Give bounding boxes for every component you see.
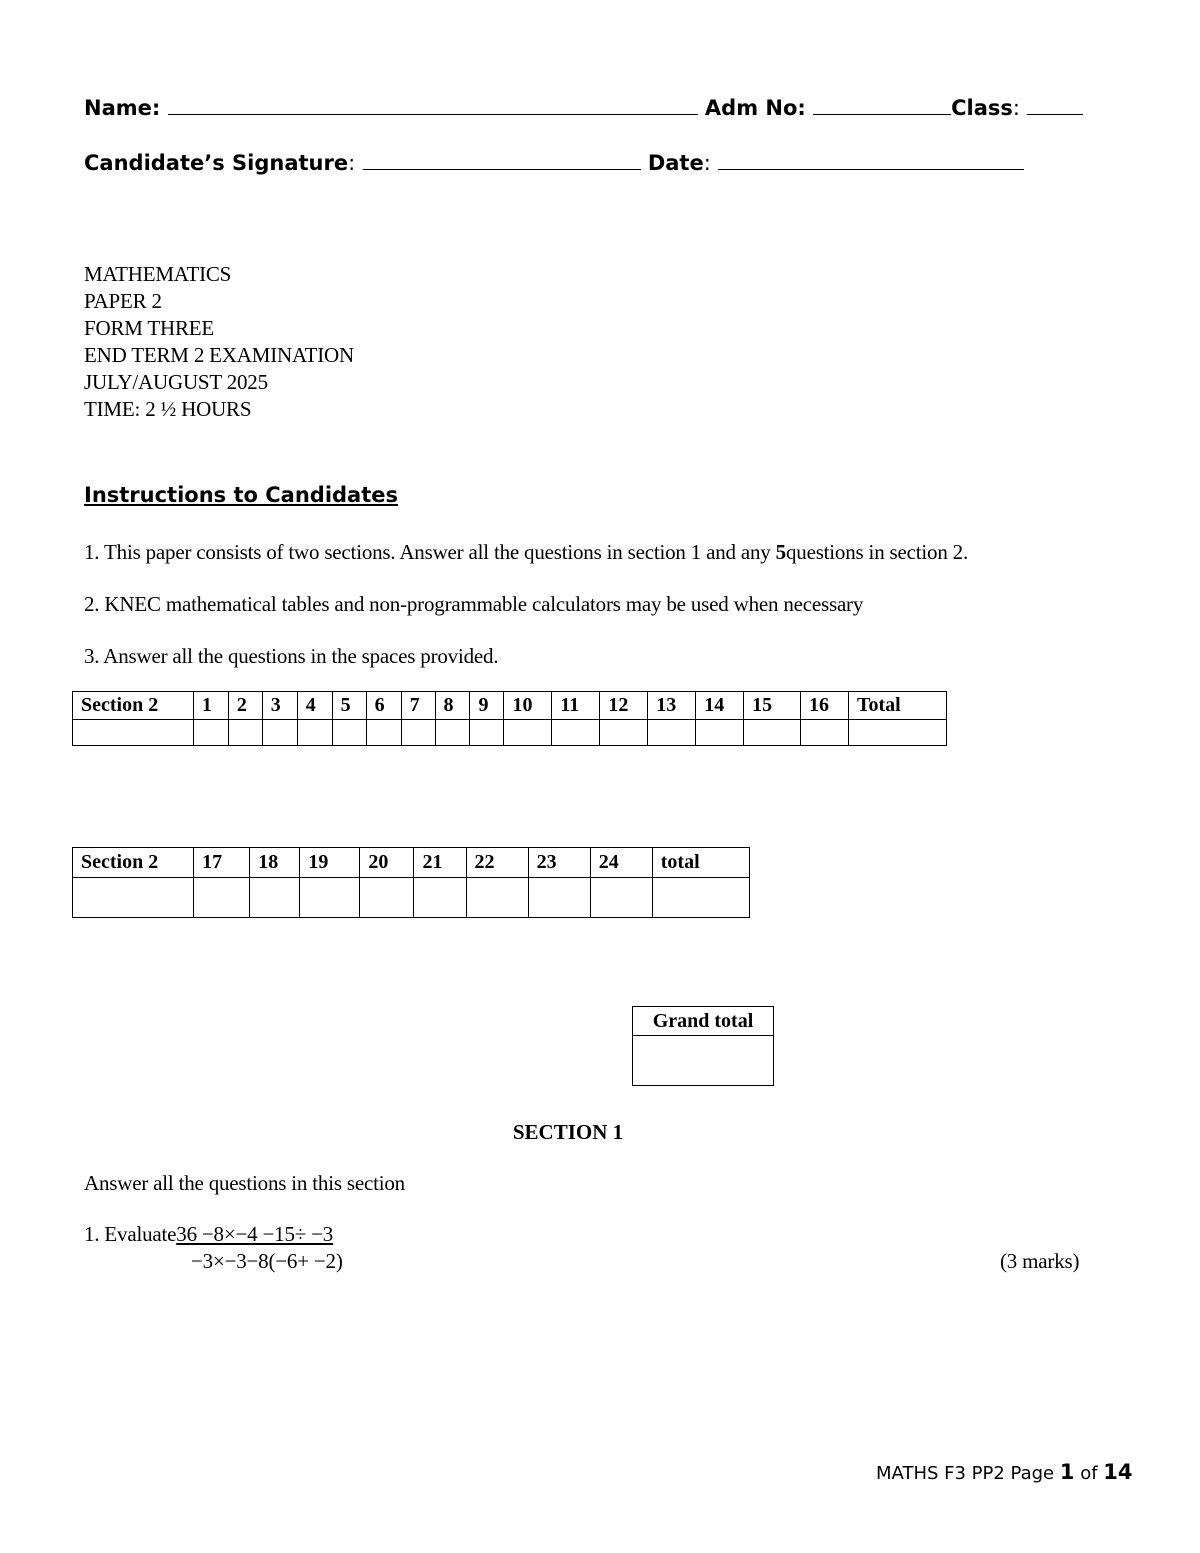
mark-cell[interactable] <box>600 720 648 746</box>
mark-cell[interactable] <box>366 720 401 746</box>
question-1-numerator: 36 −8×−4 −15÷ −3 <box>176 1222 334 1246</box>
question-1-marks: (3 marks) <box>1000 1249 1080 1273</box>
date-label: Date <box>647 151 704 175</box>
mark-cell[interactable] <box>360 878 414 918</box>
header-cell: 21 <box>414 848 466 878</box>
header-cell: 22 <box>466 848 528 878</box>
header-cell: 24 <box>590 848 652 878</box>
paper-line: PAPER 2 <box>84 289 162 313</box>
mark-cell[interactable] <box>848 720 946 746</box>
form-line: FORM THREE <box>84 316 215 340</box>
header-cell: 3 <box>262 692 297 720</box>
question-1-label: 1. Evaluate <box>84 1222 177 1246</box>
mark-cell[interactable] <box>590 878 652 918</box>
mark-cell[interactable] <box>297 720 332 746</box>
header-cell: 19 <box>300 848 360 878</box>
mark-cell[interactable] <box>744 720 801 746</box>
header-cell: 18 <box>250 848 300 878</box>
header-cell: 15 <box>744 692 801 720</box>
header-cell: 4 <box>297 692 332 720</box>
mark-cell[interactable] <box>414 878 466 918</box>
score-table-section-2-part-1 <box>72 691 947 746</box>
signature-blank[interactable] <box>363 151 641 170</box>
mark-cell[interactable] <box>300 878 360 918</box>
mark-cell[interactable] <box>194 878 250 918</box>
grand-total-table <box>632 1006 774 1086</box>
mark-cell[interactable] <box>466 878 528 918</box>
mark-cell[interactable] <box>435 720 470 746</box>
mark-cell[interactable] <box>696 720 744 746</box>
question-1 <box>84 1222 333 1247</box>
mark-cell[interactable] <box>401 720 435 746</box>
mark-cell[interactable] <box>648 720 696 746</box>
section-1-instruction: Answer all the questions in this section <box>84 1171 405 1195</box>
header-cell: 13 <box>648 692 696 720</box>
header-cell: 17 <box>194 848 250 878</box>
score-table-section-2-part-2 <box>72 847 750 918</box>
score-table-marks-row <box>73 878 750 918</box>
header-cell: 16 <box>801 692 849 720</box>
instruction-1-text: 1. This paper consists of two sections. Answer all the questions in section 1 and any <box>84 540 776 564</box>
instruction-1 <box>84 540 968 565</box>
grand-total-header-row <box>633 1007 774 1036</box>
date-blank[interactable] <box>718 151 1024 170</box>
mark-cell[interactable] <box>73 720 194 746</box>
header-cell: 20 <box>360 848 414 878</box>
question-1-denominator: −3×−3−8(−6+ −2) <box>191 1249 343 1273</box>
header-cell: 7 <box>401 692 435 720</box>
header-cell: Total <box>848 692 946 720</box>
name-blank[interactable] <box>168 96 698 115</box>
instructions-title: Instructions to Candidates <box>84 483 399 507</box>
mark-cell[interactable] <box>250 878 300 918</box>
class-blank[interactable] <box>1027 96 1083 115</box>
mark-cell[interactable] <box>528 878 590 918</box>
date-line: JULY/AUGUST 2025 <box>84 370 268 394</box>
signature-field-row <box>84 151 1024 175</box>
score-table-marks-row <box>73 720 947 746</box>
name-label: Name: <box>84 96 161 120</box>
instruction-1-end: questions in section 2. <box>785 540 969 564</box>
mark-cell[interactable] <box>73 878 194 918</box>
class-colon: : <box>1012 96 1020 120</box>
instruction-3: 3. Answer all the questions in the spaces provided. <box>84 644 499 668</box>
header-cell: 12 <box>600 692 648 720</box>
header-cell: 5 <box>332 692 366 720</box>
mark-cell[interactable] <box>470 720 504 746</box>
signature-label: Candidate’s Signature <box>84 151 349 175</box>
instruction-2: 2. KNEC mathematical tables and non-programmable calculators may be used when necessary <box>84 592 864 616</box>
grand-total-value-row <box>633 1036 774 1086</box>
footer-prefix: MATHS F3 PP2 Page <box>876 1463 1060 1484</box>
exam-line: END TERM 2 EXAMINATION <box>84 343 354 367</box>
header-cell: total <box>652 848 749 878</box>
page-footer <box>876 1460 1133 1484</box>
adm-blank[interactable] <box>813 96 951 115</box>
name-field-row <box>84 96 1083 120</box>
header-cell: 9 <box>470 692 504 720</box>
mark-cell[interactable] <box>193 720 228 746</box>
footer-total-pages: 14 <box>1103 1460 1133 1484</box>
exam-title-block <box>84 261 354 423</box>
mark-cell[interactable] <box>552 720 600 746</box>
date-colon: : <box>703 151 711 175</box>
header-cell: 14 <box>696 692 744 720</box>
header-cell: 8 <box>435 692 470 720</box>
header-cell: Section 2 <box>73 848 194 878</box>
header-cell: 10 <box>504 692 552 720</box>
mark-cell[interactable] <box>504 720 552 746</box>
signature-colon: : <box>348 151 356 175</box>
score-table-header-row <box>73 848 750 878</box>
header-cell: 23 <box>528 848 590 878</box>
footer-of: of <box>1074 1463 1104 1484</box>
mark-cell[interactable] <box>332 720 366 746</box>
adm-label: Adm No: <box>704 96 806 120</box>
mark-cell[interactable] <box>262 720 297 746</box>
instruction-1-number: 5 <box>775 540 786 564</box>
subject-line: MATHEMATICS <box>84 262 232 286</box>
class-label: Class <box>951 96 1013 120</box>
mark-cell[interactable] <box>228 720 262 746</box>
grand-total-cell[interactable] <box>633 1036 774 1086</box>
score-table-header-row <box>73 692 947 720</box>
mark-cell[interactable] <box>801 720 849 746</box>
grand-total-label: Grand total <box>633 1007 774 1036</box>
header-cell: 2 <box>228 692 262 720</box>
header-cell: Section 2 <box>73 692 194 720</box>
header-cell: 6 <box>366 692 401 720</box>
time-line: TIME: 2 ½ HOURS <box>84 397 252 421</box>
header-cell: 1 <box>193 692 228 720</box>
footer-page-number: 1 <box>1059 1460 1075 1484</box>
section-1-heading: SECTION 1 <box>512 1120 624 1144</box>
mark-cell[interactable] <box>652 878 749 918</box>
header-cell: 11 <box>552 692 600 720</box>
